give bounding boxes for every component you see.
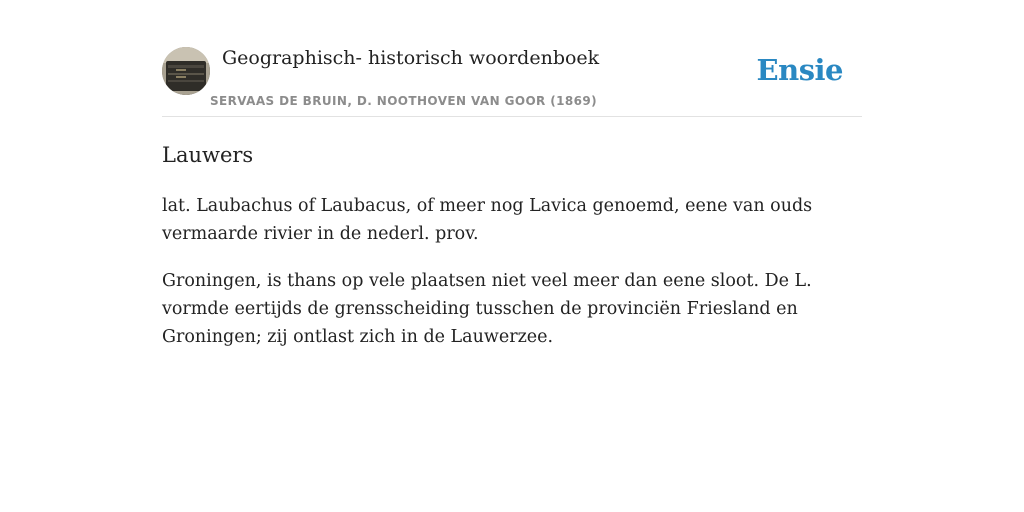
dictionary-header: [162, 46, 862, 117]
entry-body: [162, 192, 862, 370]
dictionary-author: SERVAAS DE BRUIN, D. NOOTHOVEN VAN GOOR (1869): [210, 94, 598, 108]
entry-paragraph: Groningen, is thans op vele plaatsen niet veel meer dan eene sloot. De L. vormde eertijds de grensscheiding tusschen de provinciën Friesland en Groningen; zij ontlast zich in de Lauwerzee.: [162, 271, 812, 347]
dictionary-title[interactable]: Geographisch- historisch woordenboek: [222, 47, 600, 69]
entry-paragraph: lat. Laubachus of Laubacus, of meer nog Lavica genoemd, eene van ouds vermaarde rivier in de nederl. prov.: [162, 196, 813, 244]
entry-title: Lauwers: [162, 143, 254, 167]
book-cover-icon: [162, 47, 210, 95]
dictionary-cover-avatar[interactable]: [162, 47, 210, 95]
ensie-logo-link[interactable]: Ensie: [756, 53, 843, 87]
